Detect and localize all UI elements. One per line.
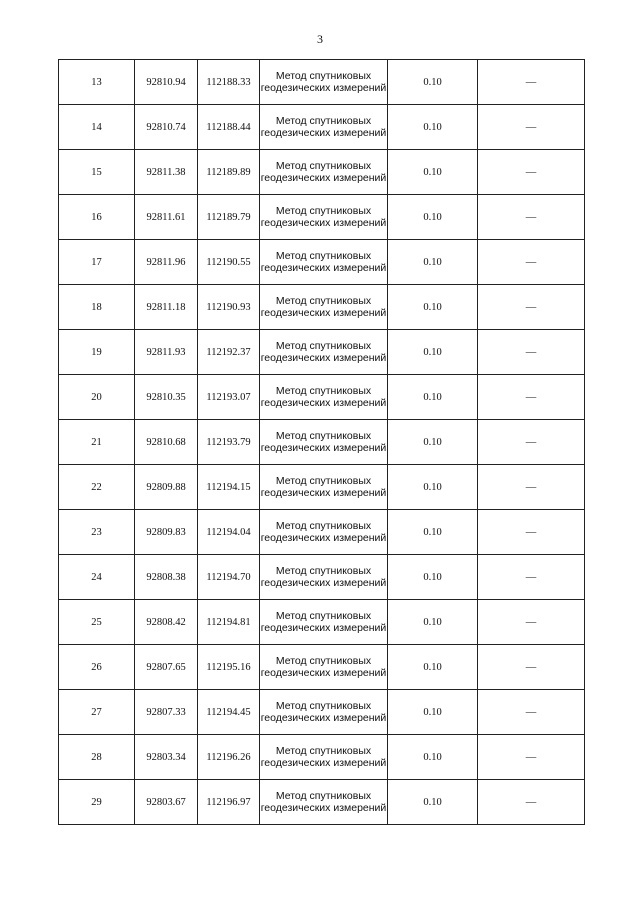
accuracy-cell: 0.10 (388, 240, 478, 285)
accuracy-cell: 0.10 (388, 150, 478, 195)
x-coordinate-cell: 92810.35 (135, 375, 198, 420)
point-number-cell: 23 (59, 510, 135, 555)
table-row (59, 645, 585, 690)
y-coordinate-cell: 112193.07 (198, 375, 260, 420)
method-cell (260, 555, 388, 600)
accuracy-cell: 0.10 (388, 735, 478, 780)
method-cell (260, 240, 388, 285)
method-line-2: геодезических измерений (260, 622, 387, 634)
method-line-2: геодезических измерений (260, 667, 387, 679)
table-row (59, 105, 585, 150)
y-coordinate-cell: 112192.37 (198, 330, 260, 375)
table-row (59, 600, 585, 645)
method-cell (260, 690, 388, 735)
accuracy-cell: 0.10 (388, 60, 478, 105)
method-cell (260, 330, 388, 375)
method-cell (260, 645, 388, 690)
point-number-cell: 14 (59, 105, 135, 150)
accuracy-cell: 0.10 (388, 375, 478, 420)
method-cell (260, 735, 388, 780)
x-coordinate-cell: 92807.65 (135, 645, 198, 690)
method-line-1: Метод спутниковых (275, 790, 372, 802)
x-coordinate-cell: 92803.34 (135, 735, 198, 780)
y-coordinate-cell: 112196.26 (198, 735, 260, 780)
method-line-1: Метод спутниковых (275, 160, 372, 172)
method-cell (260, 105, 388, 150)
coordinates-table (58, 59, 585, 825)
method-line-1: Метод спутниковых (275, 115, 372, 127)
description-cell: — (478, 420, 585, 465)
y-coordinate-cell: 112188.33 (198, 60, 260, 105)
point-number-cell: 16 (59, 195, 135, 240)
method-line-2: геодезических измерений (260, 127, 387, 139)
method-line-2: геодезических измерений (260, 802, 387, 814)
method-cell (260, 150, 388, 195)
accuracy-cell: 0.10 (388, 105, 478, 150)
method-line-2: геодезических измерений (260, 262, 387, 274)
method-line-2: геодезических измерений (260, 577, 387, 589)
x-coordinate-cell: 92809.88 (135, 465, 198, 510)
method-cell (260, 510, 388, 555)
table-row (59, 60, 585, 105)
method-line-2: геодезических измерений (260, 172, 387, 184)
method-line-2: геодезических измерений (260, 757, 387, 769)
method-line-2: геодезических измерений (260, 397, 387, 409)
method-line-1: Метод спутниковых (275, 520, 372, 532)
point-number-cell: 26 (59, 645, 135, 690)
method-line-1: Метод спутниковых (275, 385, 372, 397)
description-cell: — (478, 690, 585, 735)
y-coordinate-cell: 112190.93 (198, 285, 260, 330)
y-coordinate-cell: 112189.89 (198, 150, 260, 195)
description-cell: — (478, 240, 585, 285)
point-number-cell: 29 (59, 780, 135, 825)
point-number-cell: 20 (59, 375, 135, 420)
x-coordinate-cell: 92810.94 (135, 60, 198, 105)
method-line-1: Метод спутниковых (275, 295, 372, 307)
accuracy-cell: 0.10 (388, 330, 478, 375)
y-coordinate-cell: 112194.81 (198, 600, 260, 645)
accuracy-cell: 0.10 (388, 555, 478, 600)
method-line-2: геодезических измерений (260, 487, 387, 499)
accuracy-cell: 0.10 (388, 195, 478, 240)
x-coordinate-cell: 92807.33 (135, 690, 198, 735)
table-row (59, 510, 585, 555)
table-row (59, 690, 585, 735)
method-line-1: Метод спутниковых (275, 340, 372, 352)
point-number-cell: 24 (59, 555, 135, 600)
method-cell (260, 285, 388, 330)
x-coordinate-cell: 92809.83 (135, 510, 198, 555)
description-cell: — (478, 780, 585, 825)
accuracy-cell: 0.10 (388, 690, 478, 735)
table-row (59, 375, 585, 420)
description-cell: — (478, 330, 585, 375)
y-coordinate-cell: 112196.97 (198, 780, 260, 825)
description-cell: — (478, 600, 585, 645)
table-row (59, 240, 585, 285)
point-number-cell: 17 (59, 240, 135, 285)
y-coordinate-cell: 112195.16 (198, 645, 260, 690)
method-cell (260, 465, 388, 510)
y-coordinate-cell: 112190.55 (198, 240, 260, 285)
x-coordinate-cell: 92811.93 (135, 330, 198, 375)
table-row (59, 330, 585, 375)
table-row (59, 780, 585, 825)
point-number-cell: 22 (59, 465, 135, 510)
y-coordinate-cell: 112193.79 (198, 420, 260, 465)
y-coordinate-cell: 112194.15 (198, 465, 260, 510)
coordinates-table-body (59, 60, 585, 825)
method-line-1: Метод спутниковых (275, 250, 372, 262)
description-cell: — (478, 555, 585, 600)
x-coordinate-cell: 92811.61 (135, 195, 198, 240)
point-number-cell: 27 (59, 690, 135, 735)
method-line-1: Метод спутниковых (275, 610, 372, 622)
method-line-2: геодезических измерений (260, 532, 387, 544)
method-line-1: Метод спутниковых (275, 430, 372, 442)
accuracy-cell: 0.10 (388, 780, 478, 825)
description-cell: — (478, 645, 585, 690)
accuracy-cell: 0.10 (388, 510, 478, 555)
method-line-1: Метод спутниковых (275, 475, 372, 487)
x-coordinate-cell: 92810.68 (135, 420, 198, 465)
x-coordinate-cell: 92811.18 (135, 285, 198, 330)
description-cell: — (478, 105, 585, 150)
y-coordinate-cell: 112194.45 (198, 690, 260, 735)
description-cell: — (478, 735, 585, 780)
method-line-2: геодезических измерений (260, 307, 387, 319)
method-line-1: Метод спутниковых (275, 745, 372, 757)
method-cell (260, 600, 388, 645)
method-line-1: Метод спутниковых (275, 205, 372, 217)
method-line-1: Метод спутниковых (275, 565, 372, 577)
description-cell: — (478, 150, 585, 195)
method-cell (260, 420, 388, 465)
point-number-cell: 13 (59, 60, 135, 105)
table-row (59, 195, 585, 240)
table-row (59, 285, 585, 330)
description-cell: — (478, 510, 585, 555)
method-line-2: геодезических измерений (260, 442, 387, 454)
description-cell: — (478, 465, 585, 510)
x-coordinate-cell: 92811.96 (135, 240, 198, 285)
x-coordinate-cell: 92803.67 (135, 780, 198, 825)
table-row (59, 465, 585, 510)
point-number-cell: 28 (59, 735, 135, 780)
page-number: 3 (317, 32, 323, 46)
x-coordinate-cell: 92811.38 (135, 150, 198, 195)
accuracy-cell: 0.10 (388, 600, 478, 645)
table-row (59, 735, 585, 780)
method-line-1: Метод спутниковых (275, 700, 372, 712)
method-line-1: Метод спутниковых (275, 70, 372, 82)
method-cell (260, 375, 388, 420)
accuracy-cell: 0.10 (388, 285, 478, 330)
description-cell: — (478, 60, 585, 105)
table-row (59, 555, 585, 600)
method-cell (260, 780, 388, 825)
x-coordinate-cell: 92810.74 (135, 105, 198, 150)
y-coordinate-cell: 112188.44 (198, 105, 260, 150)
y-coordinate-cell: 112194.70 (198, 555, 260, 600)
method-line-2: геодезических измерений (260, 82, 387, 94)
point-number-cell: 15 (59, 150, 135, 195)
description-cell: — (478, 285, 585, 330)
point-number-cell: 19 (59, 330, 135, 375)
point-number-cell: 18 (59, 285, 135, 330)
method-cell (260, 195, 388, 240)
method-line-2: геодезических измерений (260, 712, 387, 724)
description-cell: — (478, 195, 585, 240)
y-coordinate-cell: 112194.04 (198, 510, 260, 555)
point-number-cell: 25 (59, 600, 135, 645)
method-line-2: геодезических измерений (260, 217, 387, 229)
x-coordinate-cell: 92808.42 (135, 600, 198, 645)
method-line-1: Метод спутниковых (275, 655, 372, 667)
table-row (59, 420, 585, 465)
method-line-2: геодезических измерений (260, 352, 387, 364)
accuracy-cell: 0.10 (388, 645, 478, 690)
table-row (59, 150, 585, 195)
accuracy-cell: 0.10 (388, 465, 478, 510)
x-coordinate-cell: 92808.38 (135, 555, 198, 600)
y-coordinate-cell: 112189.79 (198, 195, 260, 240)
description-cell: — (478, 375, 585, 420)
point-number-cell: 21 (59, 420, 135, 465)
method-cell (260, 60, 388, 105)
accuracy-cell: 0.10 (388, 420, 478, 465)
